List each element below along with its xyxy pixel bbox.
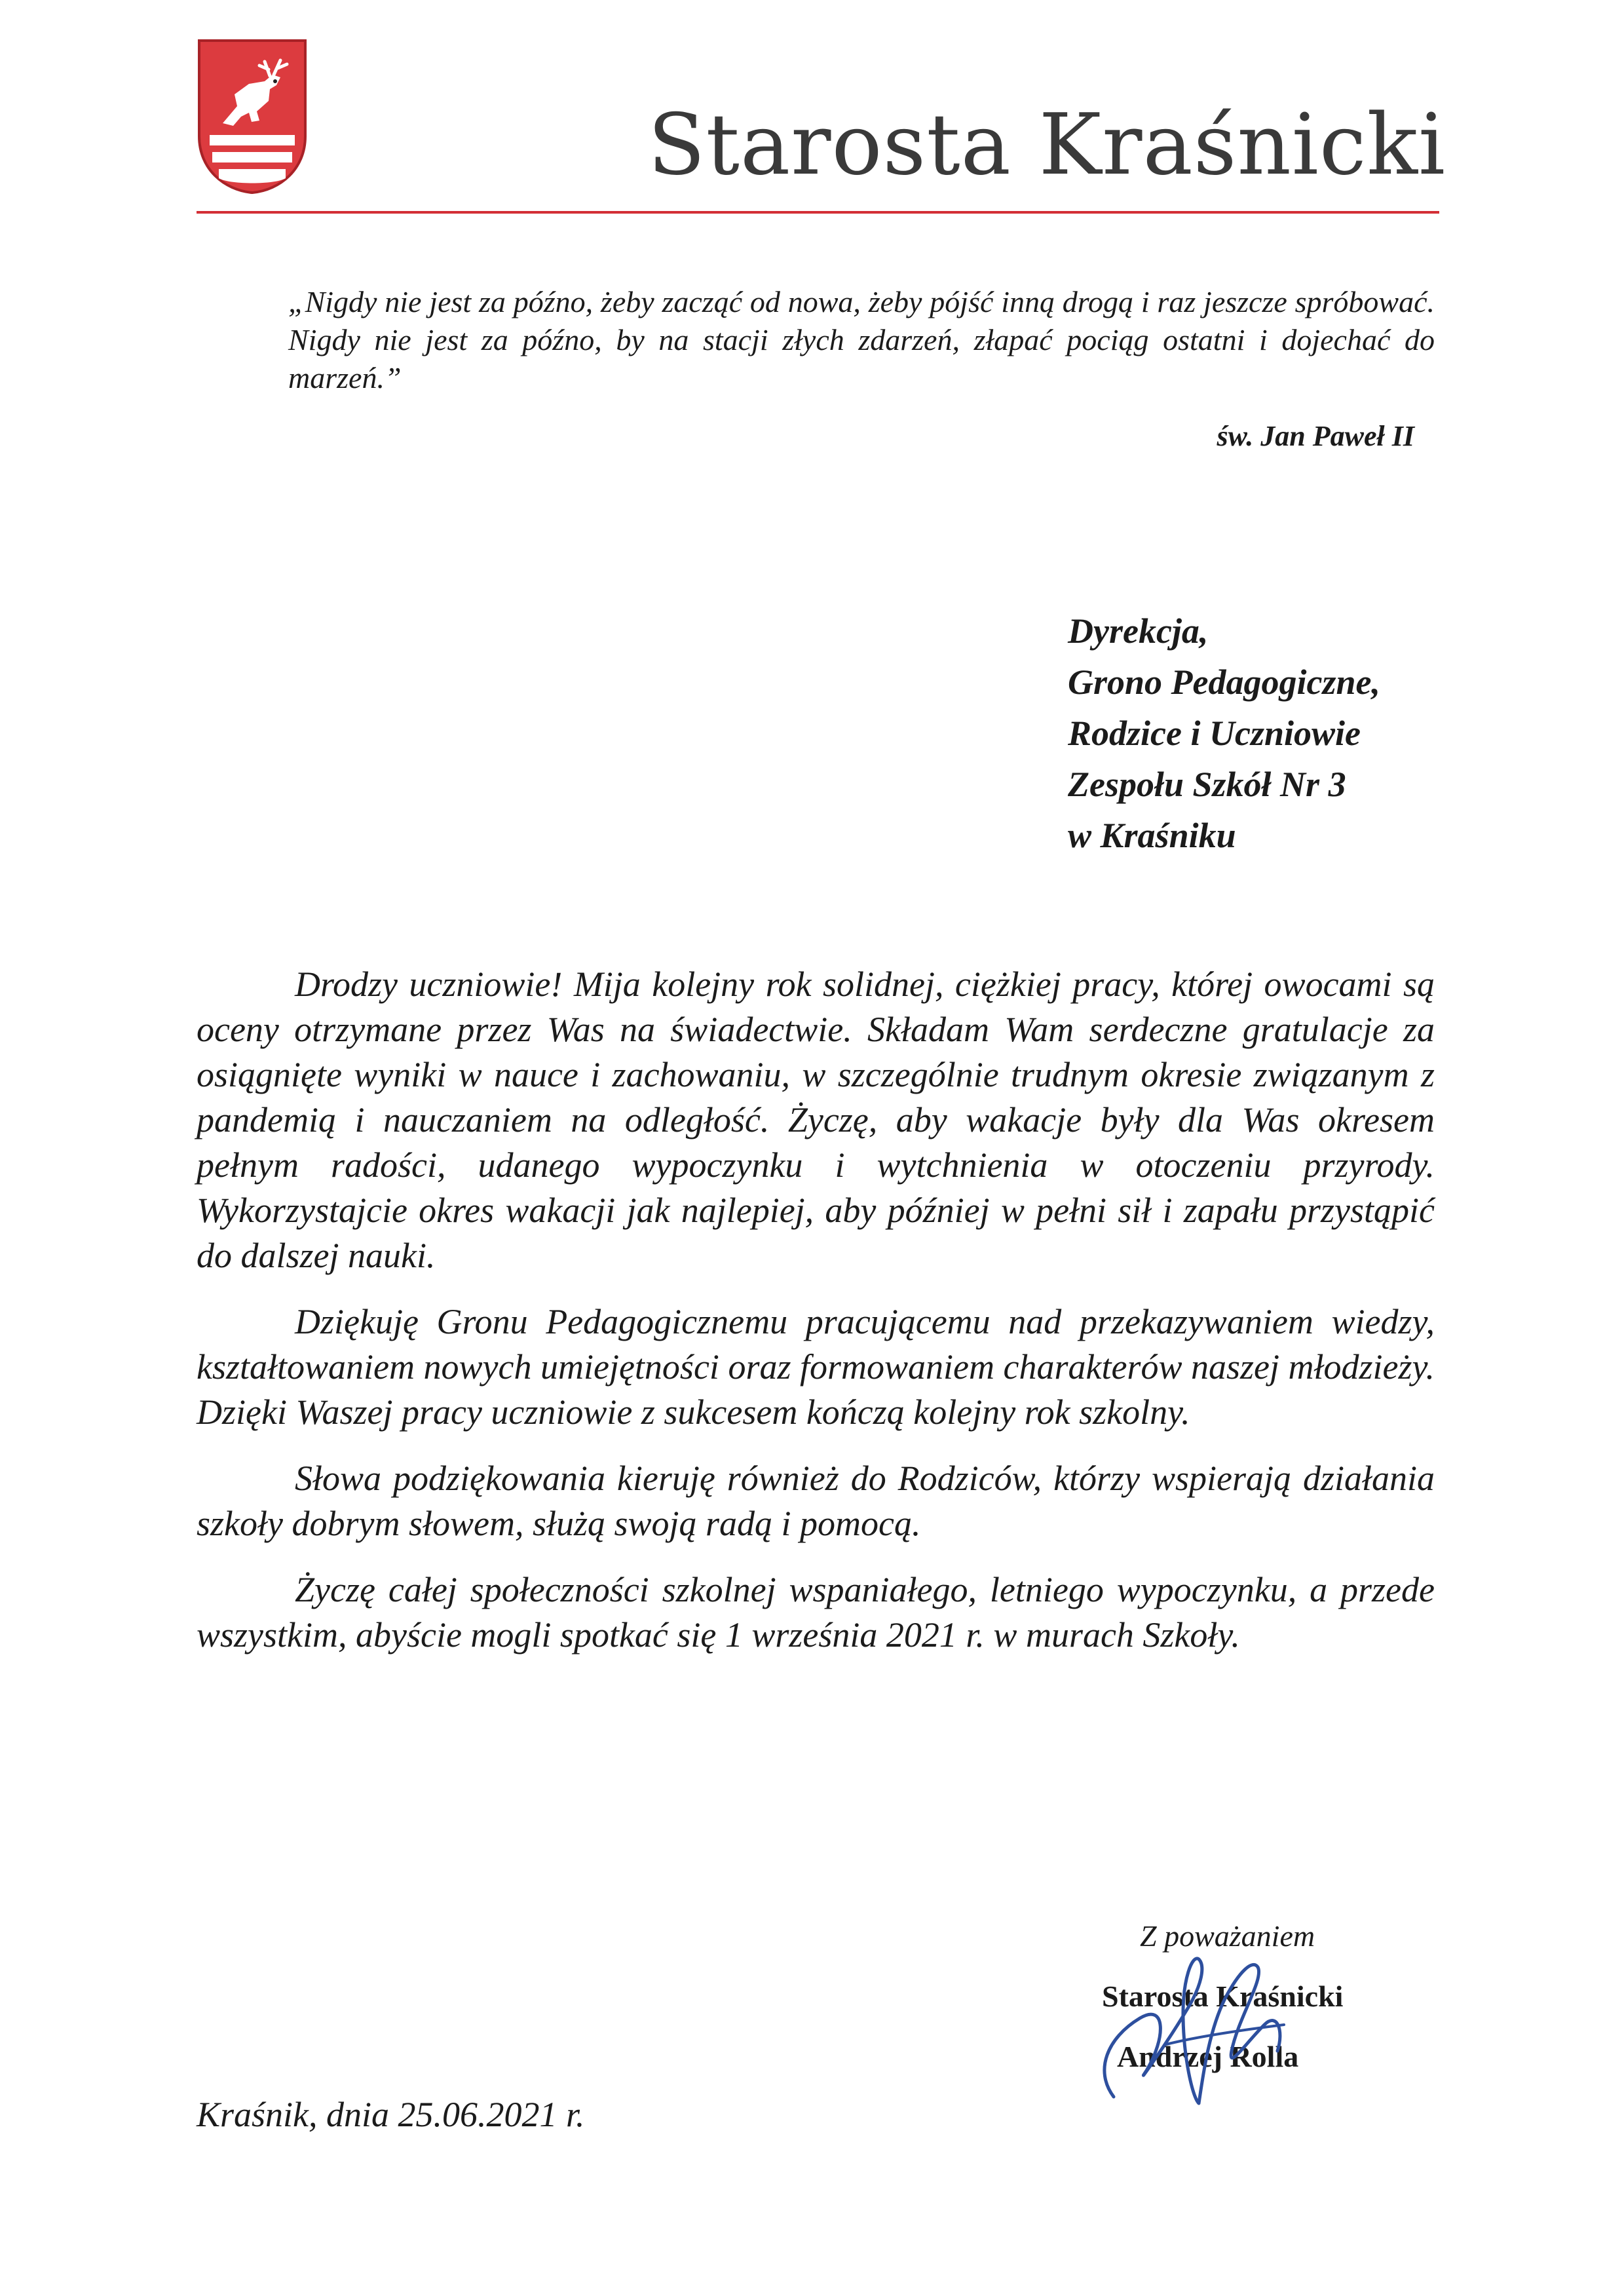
letter-body — [197, 962, 1435, 1679]
body-paragraph: Dziękuję Gronu Pedagogicznemu pracującemu nad przekazywaniem wiedzy, kształtowaniem nowych umiejętności oraz formowaniem charakterów naszej młodzieży. Dzięki Waszej pracy uczniowie z sukcesem kończą kolejny rok szkolny. — [197, 1302, 1435, 1432]
addressee-line: Rodzice i Uczniowie — [1068, 714, 1361, 753]
addressee-block — [1068, 605, 1380, 861]
addressee-line: Dyrekcja, — [1068, 611, 1209, 651]
place-and-date: Kraśnik, dnia 25.06.2021 r. — [197, 2095, 585, 2134]
body-paragraph: Słowa podziękowania kieruję również do Rodziców, którzy wspierają działania szkoły dobrym słowem, służą swoją radą i pomocą. — [197, 1459, 1435, 1543]
coat-of-arms-deer-icon — [197, 38, 308, 195]
motto-author: św. Jan Paweł II — [1217, 420, 1414, 452]
body-paragraph: Życzę całej społeczności szkolnej wspaniałego, letniego wypoczynku, a przede wszystkim, abyście mogli spotkać się 1 września 2021 r. w murach Szkoły. — [197, 1570, 1435, 1655]
motto-quote: „Nigdy nie jest za późno, żeby zacząć od nowa, żeby pójść inną drogą i raz jeszcze spróbować. Nigdy nie jest za późno, by na stacji złych zdarzeń, złapać pociąg ostatni i dojechać do marzeń.” — [288, 285, 1435, 394]
handwritten-signature — [1068, 1940, 1343, 2110]
addressee-line: w Kraśniku — [1068, 816, 1236, 855]
org-title: Starosta Kraśnicki — [647, 96, 1446, 194]
addressee-line: Grono Pedagogiczne, — [1068, 662, 1380, 702]
closing-salutation: Z poważaniem — [1140, 1919, 1315, 1953]
signatory-name: Andrzej Rolla — [1117, 2040, 1299, 2073]
header-divider — [197, 211, 1439, 214]
body-paragraph: Drodzy uczniowie! Mija kolejny rok solidnej, ciężkiej pracy, której owocami są oceny otrzymane przez Was na świadectwie. Składam Wam serdeczne gratulacje za osiągnięte wyniki w nauce i zachowaniu, w szczególnie trudnym okresie związanym z pandemią i nauczaniem na odległość. Życzę, aby wakacje były dla Was okresem pełnym radości, udanego wypoczynku i wytchnienia w otoczeniu przyrody. Wykorzystajcie okres wakacji jak najlepiej, aby później w pełni sił i zapału przystąpić do dalszej nauki. — [197, 965, 1435, 1275]
signatory-title: Starosta Kraśnicki — [1102, 1980, 1344, 2013]
addressee-line: Zespołu Szkół Nr 3 — [1068, 765, 1346, 804]
